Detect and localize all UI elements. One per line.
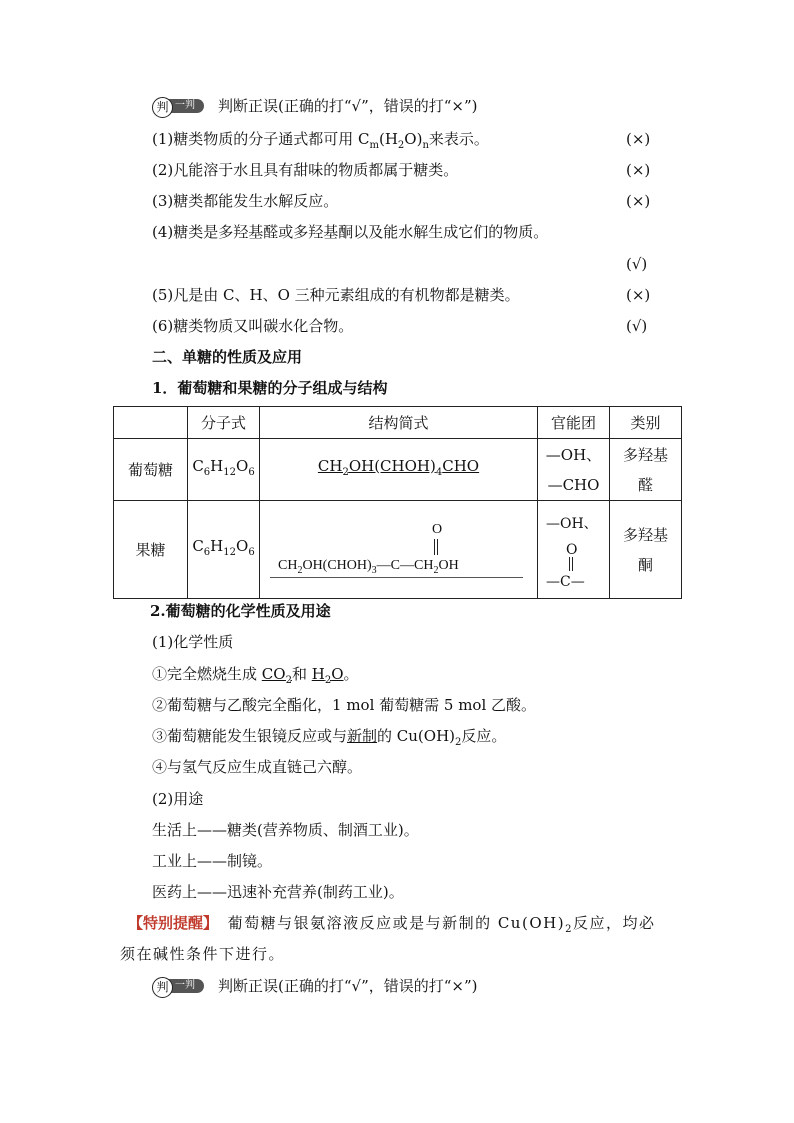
judge-badge-icon: 判 一判 — [152, 976, 204, 998]
structure-underline — [270, 577, 523, 578]
subheading-structure: 1．葡萄糖和果糖的分子组成与结构 — [152, 379, 388, 397]
tip-label: 【特别提醒】 — [128, 914, 219, 932]
chem-item-1: ①完全燃烧生成 $CO_2$和 $H_2O$。 — [152, 665, 359, 686]
judge-instruction: 判断正误(正确的打“√”，错误的打“×”) — [218, 97, 478, 115]
judge-item-3: (3)糖类都能发生水解反应。 — [152, 192, 339, 210]
section-heading: 二、单糖的性质及应用 — [152, 348, 303, 366]
glucose-category: 多羟基 醛 — [610, 439, 682, 501]
chem-item-3: ③葡萄糖能发生银镜反应或与新制的 $Cu(OH)_2$反应。 — [152, 727, 507, 748]
carbonyl-oxygen: O — [432, 521, 443, 537]
fructose-category: 多羟基 酮 — [610, 501, 682, 599]
judge-item-1: (1)糖类物质的分子通式都可用 $C_m(H_2O)_n$来表示。 — [152, 130, 489, 151]
judge-item-4: (4)糖类是多羟基醛或多羟基酮以及能水解生成它们的物质。 — [152, 223, 549, 241]
judge-mark-6: (√) — [626, 317, 648, 335]
use-item-3: 医药上——迅速补充营养(制药工业)。 — [152, 883, 404, 901]
tip-text: 葡萄糖与银氨溶液反应或是与新制的 $Cu(OH)_2$反应，均必 — [227, 914, 656, 935]
judge-mark-4: (√) — [626, 255, 648, 273]
table-row-glucose — [114, 439, 682, 501]
special-tip — [128, 913, 655, 940]
judge-item-6: (6)糖类物质又叫碳水化合物。 — [152, 317, 354, 335]
table-header-cell: 类别 — [610, 407, 682, 439]
subheading-chemistry: 2.葡萄糖的化学性质及用途 — [150, 602, 331, 620]
glucose-structure: $CH_2OH(CHOH)_4CHO$ — [260, 439, 538, 501]
judge-heading-2 — [152, 976, 478, 998]
table-header-cell: 结构简式 — [260, 407, 538, 439]
table-row-fructose — [114, 501, 682, 599]
judge-mark-2: (×) — [626, 161, 651, 179]
chem-item-4: ④与氢气反应生成直链己六醇。 — [152, 758, 363, 776]
judge-heading-1 — [152, 96, 478, 118]
use-item-2: 工业上——制镜。 — [152, 852, 273, 870]
sugar-table — [113, 406, 682, 599]
judge-mark-1: (×) — [626, 130, 651, 148]
fructose-formula: $C_6H_{12}O_6$ — [188, 501, 260, 599]
judge-item-5: (5)凡是由 C、H、O 三种元素组成的有机物都是糖类。 — [152, 286, 520, 304]
chem-item-2: ②葡萄糖与乙酸完全酯化，1 mol 葡萄糖需 5 mol 乙酸。 — [152, 696, 537, 714]
chem-title: (1)化学性质 — [152, 633, 234, 651]
judge-item-2: (2)凡能溶于水且具有甜味的物质都属于糖类。 — [152, 161, 459, 179]
judge-badge-icon: 判 一判 — [152, 96, 204, 118]
glucose-formula: $C_6H_{12}O_6$ — [188, 439, 260, 501]
judge-instruction: 判断正误(正确的打“√”，错误的打“×”) — [218, 977, 478, 995]
fructose-structure — [260, 501, 538, 599]
table-header-cell: 官能团 — [538, 407, 610, 439]
glucose-name: 葡萄糖 — [114, 439, 188, 501]
table-header-cell: 分子式 — [188, 407, 260, 439]
table-header-cell — [114, 407, 188, 439]
judge-mark-5: (×) — [626, 286, 651, 304]
glucose-functional-group: —OH、 —CHO — [538, 439, 610, 501]
fructose-chain: $CH_2OH(CHOH)_3—C—CH_2OH$ — [278, 557, 459, 576]
table-header-row — [114, 407, 682, 439]
fructose-name: 果糖 — [114, 501, 188, 599]
fructose-functional-group: —OH、 O —C— — [538, 501, 610, 599]
use-title: (2)用途 — [152, 790, 204, 808]
use-item-1: 生活上——糖类(营养物质、制酒工业)。 — [152, 821, 419, 839]
special-tip-line2: 须在碱性条件下进行。 — [120, 945, 286, 963]
judge-mark-3: (×) — [626, 192, 651, 210]
